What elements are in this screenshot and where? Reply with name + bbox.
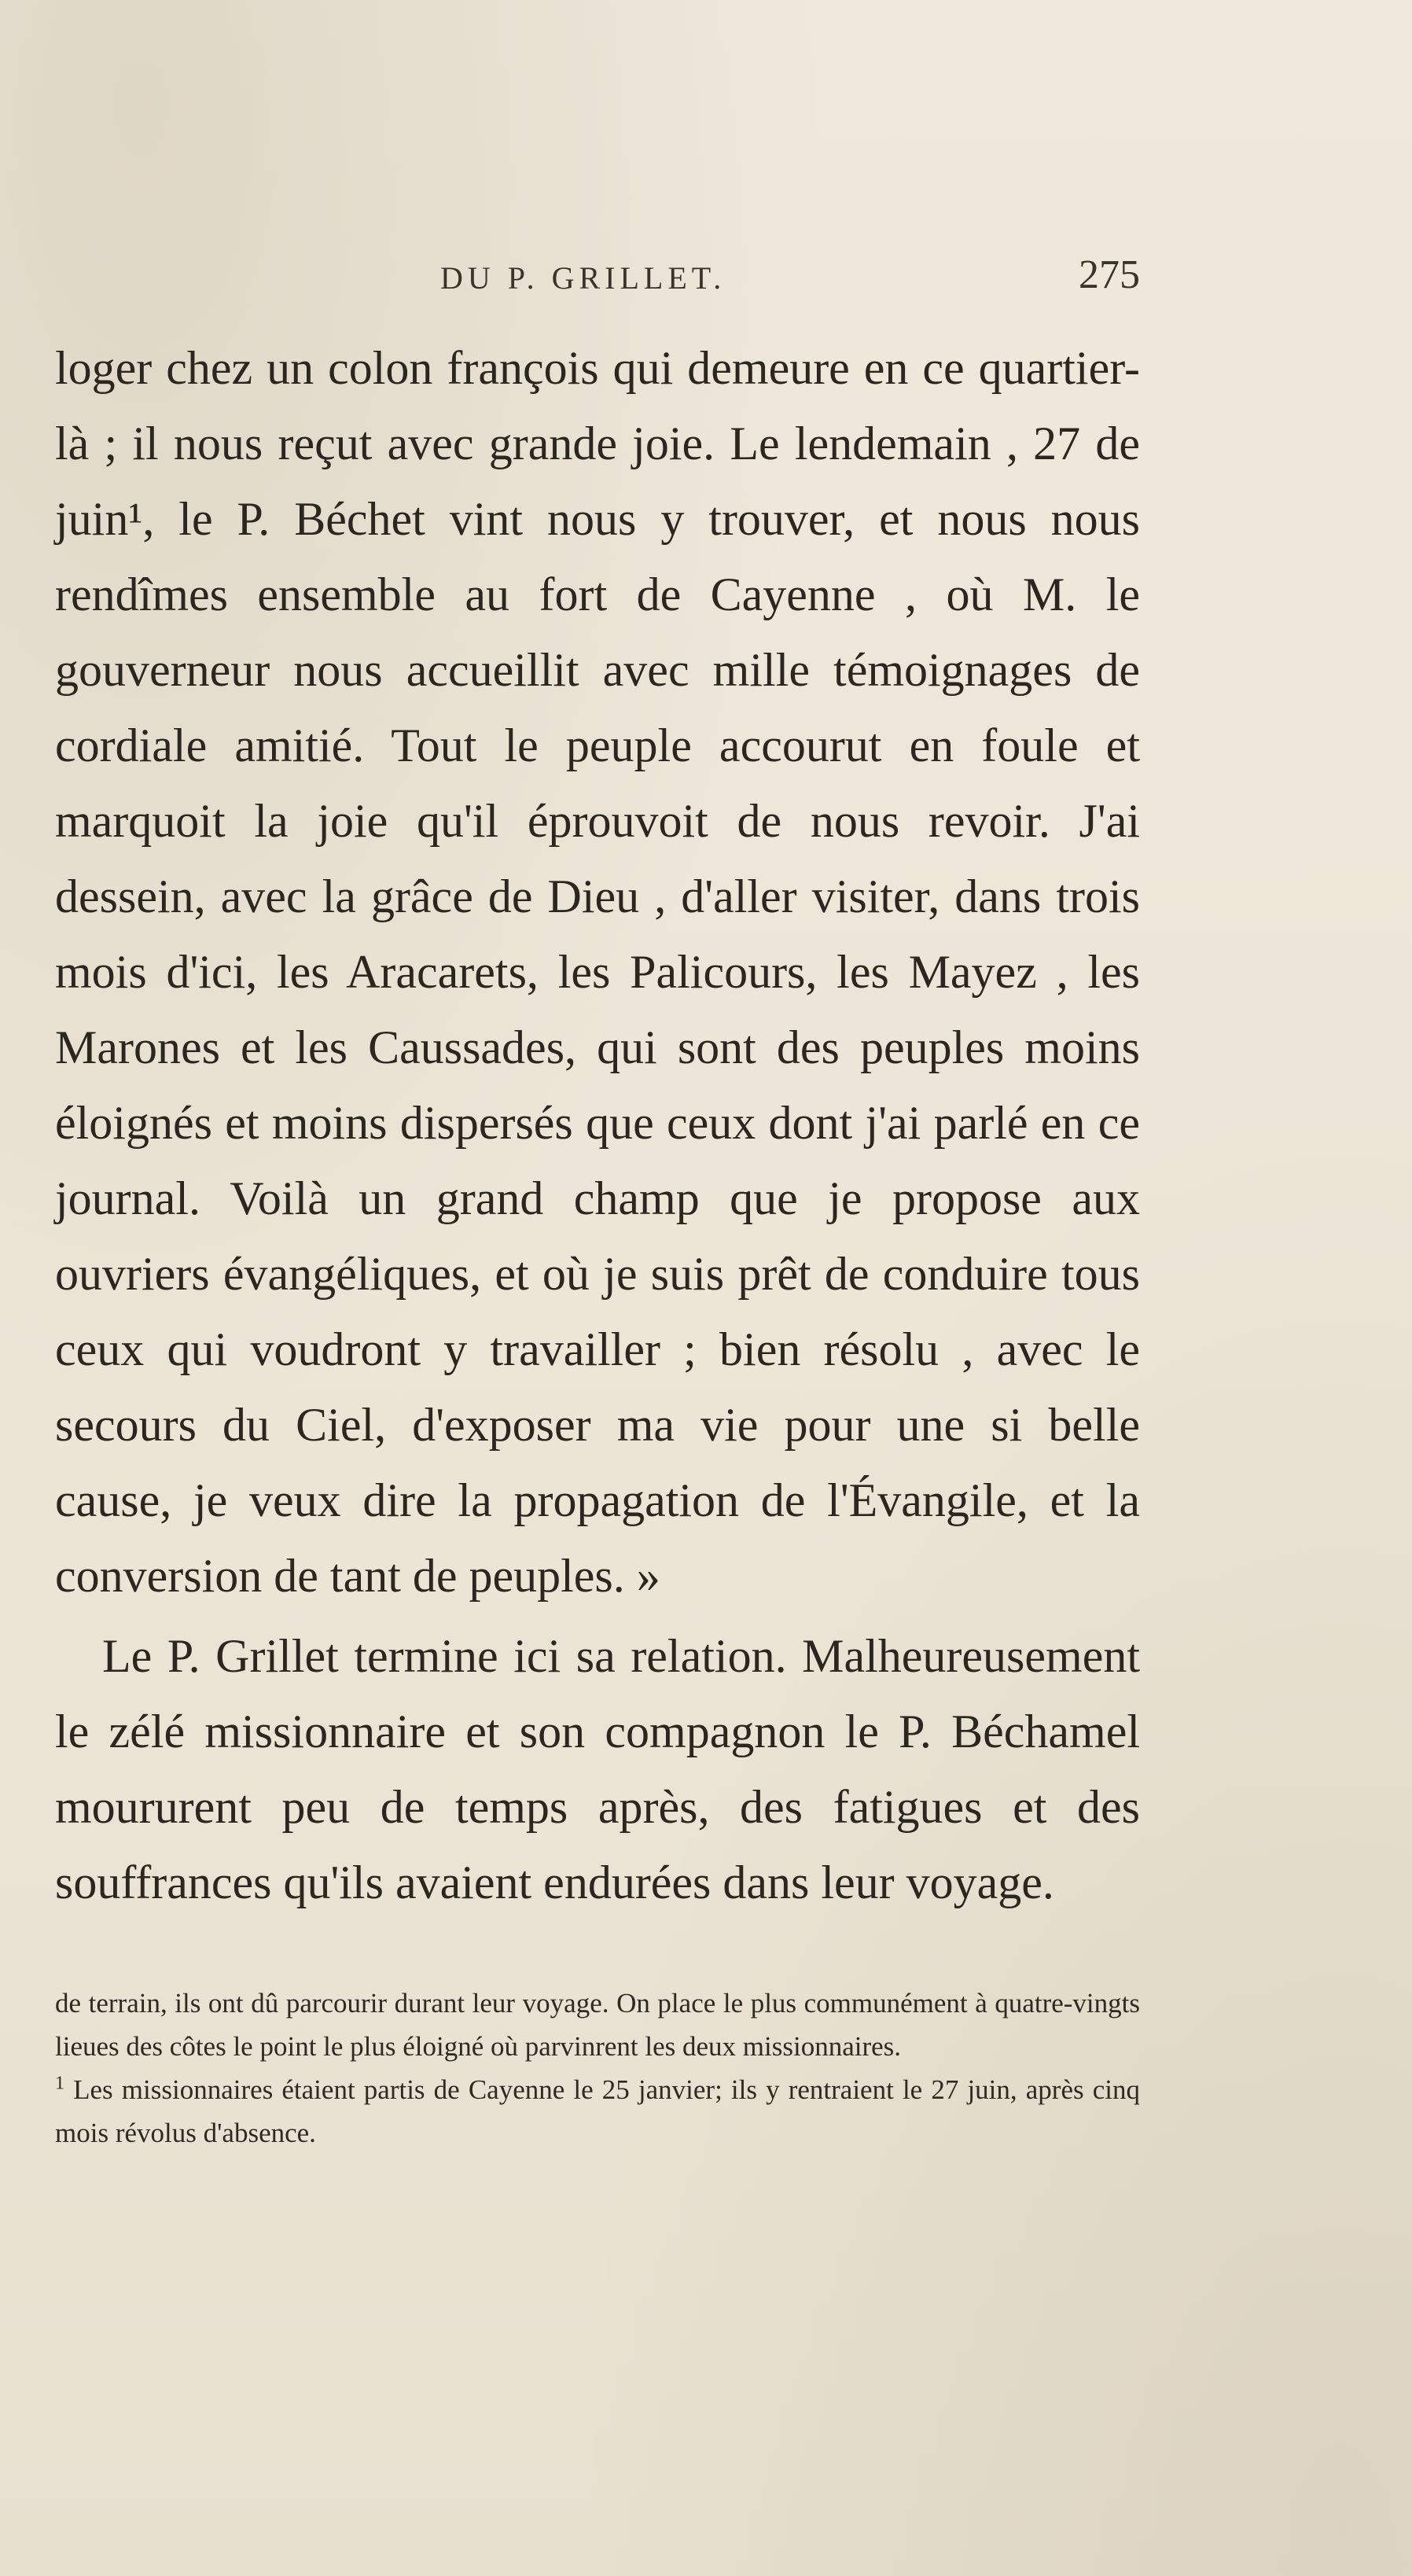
paragraph-2: Le P. Grillet termine ici sa relation. Malheureusement le zélé missionnaire et son compagnon le P. Béchamel moururent peu de temps après, des fatigues et des souffrances qu'ils avaient endurées dans leur voyage. bbox=[55, 1630, 1140, 1908]
footnote-1-text: Les missionnaires étaient partis de Cayenne le 25 janvier; ils y rentraient le 27 juin, après cinq mois révolus d'absence. bbox=[55, 2074, 1140, 2148]
page-number: 275 bbox=[1079, 252, 1140, 297]
footnote-continuation: de terrain, ils ont dû parcourir durant leur voyage. On place le plus communément à quatre-vingts lieues des côtes le point le plus éloigné où parvinrent les deux missionnaires. bbox=[55, 1988, 1140, 2062]
paragraph-1: loger chez un colon françois qui demeure en ce quartier-là ; il nous reçut avec grande joie. Le lendemain , 27 de juin¹, le P. Béchet vint nous y trouver, et nous nous rendîmes ensemble au fort de Cayenne , où M. le gouverneur nous accueillit avec mille témoignages de cordiale amitié. Tout le peuple accourut en foule et marquoit la joie qu'il éprouvoit de nous revoir. J'ai dessein, avec la grâce de Dieu , d'aller visiter, dans trois mois d'ici, les Aracarets, les Palicours, les Mayez , les Marones et les Caussades, qui sont des peuples moins éloignés et moins dispersés que ceux dont j'ai parlé en ce journal. Voilà un grand champ que je propose aux ouvriers évangéliques, et où je suis prêt de conduire tous ceux qui voudront y travailler ; bien résolu , avec le secours du Ciel, d'exposer ma vie pour une si belle cause, je veux dire la propagation de l'Évangile, et la conversion de tant de peuples. » bbox=[55, 342, 1140, 1602]
body-text bbox=[55, 330, 1140, 1920]
footnote-1 bbox=[55, 2068, 1140, 2155]
running-title: DU P. GRILLET. bbox=[440, 260, 726, 296]
footnote-1-mark: 1 bbox=[55, 2073, 64, 2094]
running-head bbox=[55, 252, 1140, 322]
footnotes bbox=[55, 1982, 1140, 2155]
